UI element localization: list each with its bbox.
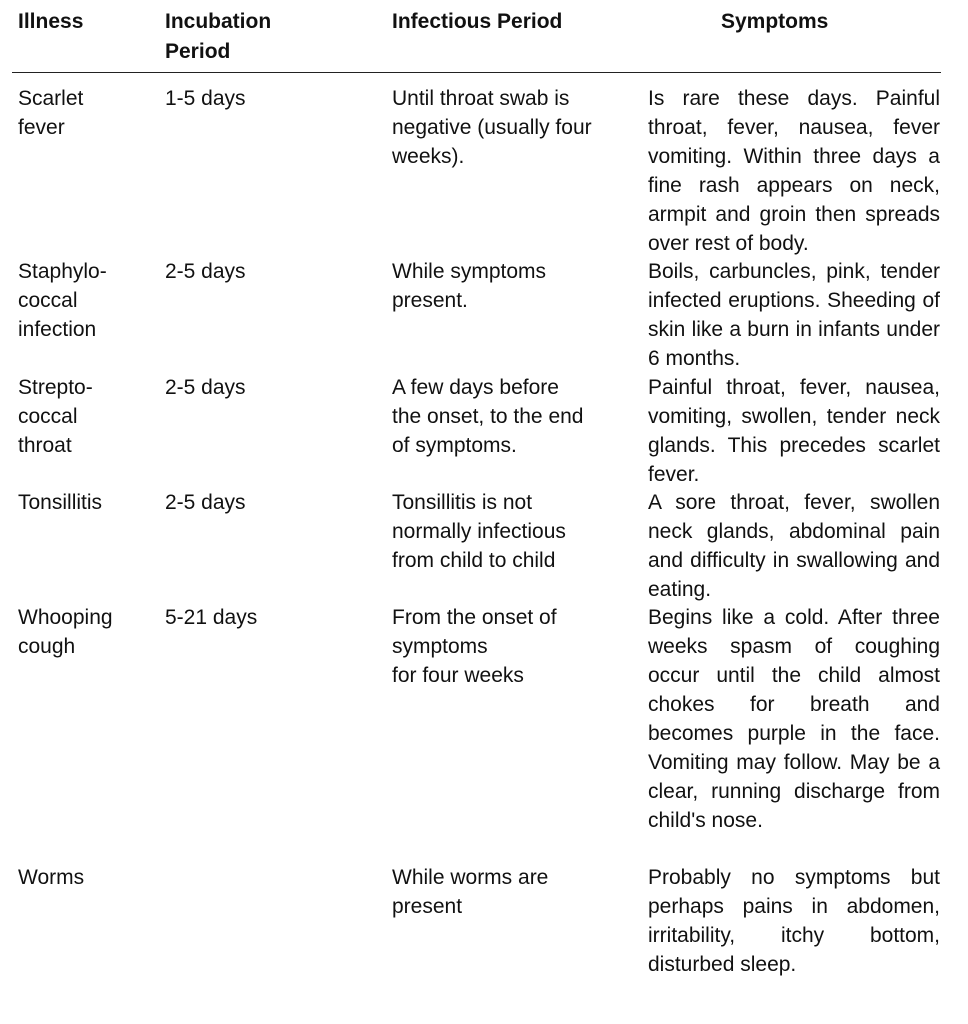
row-staphylococcal-infectious: While symptoms present. [392, 260, 547, 312]
row-tonsillitis-incubation: 2-5 days [165, 491, 246, 514]
row-worms-symptoms: Probably no symptoms but perhaps pains in abdomen, irritability, itchy bottom, disturbed sleep. [648, 866, 940, 976]
row-staphylococcal-symptoms: Boils, carbuncles, pink, tender infected eruptions. Sheeding of skin like a burn in infants under 6 months. [648, 260, 940, 370]
header-symptoms: Symptoms [721, 10, 829, 33]
row-scarlet-fever-infectious: Until throat swab is negative (usually four weeks). [392, 87, 592, 168]
header-illness: Illness [18, 10, 84, 33]
row-streptococcal-incubation: 2-5 days [165, 376, 246, 399]
row-streptococcal-illness: Strepto- coccal throat [18, 376, 93, 457]
row-worms-infectious: While worms are present [392, 866, 549, 918]
row-streptococcal-infectious: A few days before the onset, to the end of symptoms. [392, 376, 584, 457]
row-scarlet-fever-incubation: 1-5 days [165, 87, 246, 110]
row-tonsillitis-symptoms: A sore throat, fever, swollen neck glands, abdominal pain and difficulty in swallowing and eating. [648, 491, 940, 601]
header-divider [12, 72, 941, 73]
row-scarlet-fever-symptoms: Is rare these days. Painful throat, fever, nausea, fever vomiting. Within three days a fine rash appears on neck, armpit and groin then spreads over rest of body. [648, 87, 940, 255]
row-scarlet-fever-illness: Scarlet fever [18, 87, 84, 139]
row-worms-illness: Worms [18, 866, 85, 889]
row-whooping-cough-infectious: From the onset of symptoms for four weeks [392, 606, 557, 687]
row-streptococcal-symptoms: Painful throat, fever, nausea, vomiting, swollen, tender neck glands. This precedes scarlet fever. [648, 376, 940, 486]
row-whooping-cough-symptoms: Begins like a cold. After three weeks spasm of coughing occur until the child almost chokes for breath and becomes purple in the face. Vomiting may follow. May be a clear, running discharge from child's nose. [648, 606, 940, 832]
row-staphylococcal-illness: Staphylo- coccal infection [18, 260, 107, 341]
row-whooping-cough-illness: Whooping cough [18, 606, 113, 658]
row-whooping-cough-incubation: 5-21 days [165, 606, 258, 629]
row-tonsillitis-illness: Tonsillitis [18, 491, 103, 514]
header-infectious-period: Infectious Period [392, 10, 563, 33]
row-staphylococcal-incubation: 2-5 days [165, 260, 246, 283]
row-tonsillitis-infectious: Tonsillitis is not normally infectious from child to child [392, 491, 566, 572]
header-incubation-period: Incubation Period [165, 10, 272, 63]
